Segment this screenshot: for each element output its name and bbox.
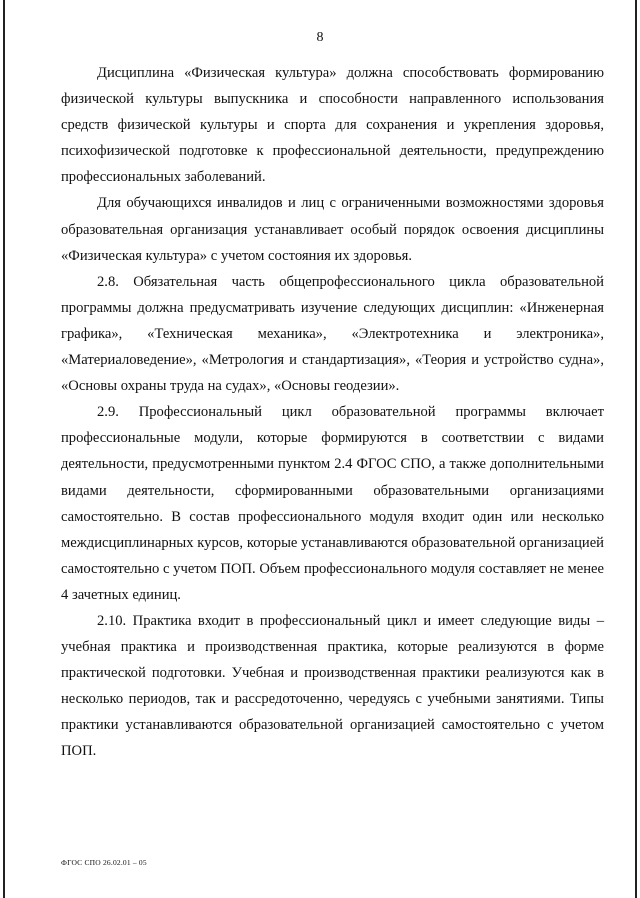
paragraph-2-10: 2.10. Практика входит в профессиональный цикл и имеет следующие виды – учебная практика и производственная практика, которые реализуются в форме практической подготовки. Учебная и производственная практики реализуются как в несколько периодов, так и рассредоточенно, чередуясь с учебными занятиями. Типы практики устанавливаются образовательной организацией самостоятельно с учетом ПОП. — [61, 612, 604, 760]
paragraph-physical-culture: Дисциплина «Физическая культура» должна способствовать формированию физической культуры выпускника и способности направленного использования средств физической культуры и спорта для сохранения и укрепления здоровья, психофизической подготовке к профессиональной деятельности, предупреждению профессиональных заболеваний. — [61, 65, 604, 186]
paragraph-2-9: 2.9. Профессиональный цикл образовательной программы включает профессиональные модули, которые формируются в соответствии с видами деятельности, предусмотренными пунктом 2.4 ФГОС СПО, а также дополнительными видами деятельности, сформированными образовательными организациями самостоятельно. В состав профессионального модуля входит один или несколько междисциплинарных курсов, которые устанавливаются образовательной организацией самостоятельно с учетом ПОП. Объем профессионального модуля составляет не менее 4 зачетных единиц. — [61, 404, 604, 603]
paragraph-2-8: 2.8. Обязательная часть общепрофессионального цикла образовательной программы должна предусматривать изучение следующих дисциплин: «Инженерная графика», «Техническая механика», «Электротехника и электроника», «Материаловедение», «Метрология и стандартизация», «Теория и устройство судна», «Основы охраны труда на судах», «Основы геодезии». — [61, 273, 604, 395]
document-body — [61, 60, 604, 765]
scan-border-left — [3, 0, 5, 898]
scan-border-right — [635, 0, 637, 898]
document-footer: ФГОС СПО 26.02.01 – 05 — [61, 858, 147, 867]
paragraph-disabled-students: Для обучающихся инвалидов и лиц с ограниченными возможностями здоровья образовательная организация устанавливает особый порядок освоения дисциплины «Физическая культура» с учетом состояния их здоровья. — [61, 195, 604, 264]
page-number: 8 — [316, 30, 324, 45]
